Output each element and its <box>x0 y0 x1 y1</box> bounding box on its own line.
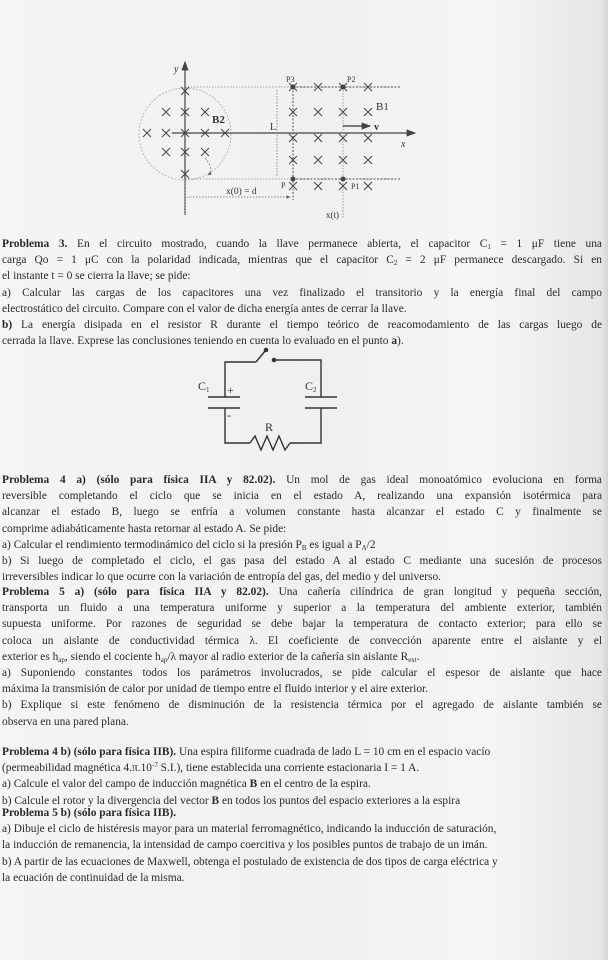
problema-4b <box>2 744 602 809</box>
problema-3-item-a-cont: electrostático del circuito. Compare con el valor de dicha energía antes de cerrar la llave. <box>2 302 407 315</box>
svg-text:x(0) = d: x(0) = d <box>226 187 257 197</box>
svg-text:B2: B2 <box>212 114 225 126</box>
problema-5a-line-1: Problema 5 a) (sólo para física IIA y 82.02). Una cañería cilíndrica de gran longitud y pequeña sección, <box>2 586 602 598</box>
problema-4a <box>2 472 602 585</box>
svg-text:+: + <box>227 383 234 397</box>
problema-4a-item-b-cont: irreversibles indicar lo que ocurre con la variación de entropía del gas, del medio y del universo. <box>2 571 442 584</box>
problema-5a-item-b: b) Explique si este fenómeno de disminución de la resistencia térmica por el agregado de aislante también se <box>2 699 602 712</box>
svg-text:L: L <box>270 122 277 133</box>
svg-text:-: - <box>227 408 231 422</box>
svg-text:P1: P1 <box>351 182 360 191</box>
problema-5a-item-a: a) Suponiendo constantes todos los parámetros involucrados, se pide calcular el espesor de aislante que hace <box>2 667 602 680</box>
problema-3-line-3: el instante t = 0 se cierra la llave; se pide: <box>2 270 191 283</box>
problema-4a-line-1: Problema 4 a) (sólo para física IIA y 82.02). Un mol de gas ideal monoatómico evoluciona en forma <box>2 474 602 486</box>
problema-3-item-b-cont: cerrada la llave. Exprese las conclusiones teniendo en cuenta lo evaluado en el punto a). <box>2 335 404 348</box>
svg-text:v: v <box>374 122 379 133</box>
svg-text:x(t): x(t) <box>326 210 339 220</box>
problema-4b-item-a: a) Calcule el valor del campo de inducción magnética B en el centro de la espira. <box>2 778 371 791</box>
problema-4a-item-b: b) Si luego de completado el ciclo, el gas pasa del estado A al estado C mediante una sucesión de procesos <box>2 555 602 568</box>
svg-text:C1: C1 <box>198 379 210 394</box>
problema-4b-title: Problema 4 b) (sólo para física IIB). <box>2 746 177 758</box>
problema-3-line-2: carga Qo = 1 μC con la polaridad indicada, mientras que el capacitor $C_2 = 2$ μF permanece descargado. Si en <box>2 254 602 268</box>
problema-4a-line-4: comprime adiabáticamente hasta retornar al estado A. Se pide: <box>2 522 287 535</box>
svg-text:P: P <box>281 181 286 190</box>
problema-5b-item-b-cont: la ecuación de continuidad de la misma. <box>2 871 185 884</box>
problema-4a-line-2: reversible completando el ciclo que se inicia en el estado A, realizando una expansión isotérmica para <box>2 490 602 503</box>
svg-text:R: R <box>265 420 274 434</box>
problema-5b-item-b: b) A partir de las ecuaciones de Maxwell, obtenga el postulado de existencia de dos tipos de carga eléctrica y <box>2 855 498 868</box>
svg-text:C2: C2 <box>305 379 317 394</box>
switch-contact-2 <box>272 358 277 363</box>
page-edge-shadow <box>602 0 608 960</box>
problema-3-item-a: a) Calcular las cargas de los capacitores una vez finalizado el transitorio y la energía final del campo <box>2 286 602 299</box>
problema-5a-line-2: transporta un fluido a una temperatura uniforme y superior a la temperatura del ambiente exterior, también <box>2 602 602 615</box>
problema-3 <box>2 236 602 349</box>
problema-3-item-b: b) La energía disipada en el resistor R durante el tiempo teórico de reacomodamiento de las cargas luego de <box>2 319 602 332</box>
switch-lever <box>256 350 266 362</box>
problema-5a-title: Problema 5 a) (sólo para física IIA y 82.02). <box>2 586 269 598</box>
problema-5b-item-a: a) Dibuje el ciclo de histéresis mayor para un material ferromagnético, indicando la inducción de saturación, <box>2 823 497 836</box>
problema-5a-item-a-cont: máxima la transmisión de calor por unidad de tiempo entre el fluido interior y el aire exterior. <box>2 683 429 696</box>
resistor-zigzag <box>250 436 290 450</box>
problema-5a <box>2 584 602 730</box>
problema-4b-item-b: b) Calcule el rotor y la divergencia del vector B en todos los puntos del espacio exteriores a la espira <box>2 794 461 807</box>
problema-3-title: Problema 3. <box>2 238 68 250</box>
svg-text:P2: P2 <box>347 75 356 84</box>
magnetic-field-figure <box>130 50 430 230</box>
problema-5a-item-b-cont: observa en una pared plana. <box>2 715 129 728</box>
problema-3-line-1: Problema 3. En el circuito mostrado, cuando la llave permanece abierta, el capacitor $C_1 = 1$ μF tiene una <box>2 238 602 251</box>
svg-text:y: y <box>174 64 179 75</box>
problema-4a-line-3: alcanzar el estado B, luego se enfría a volumen constante hasta alcanzar el estado C y finalmente se <box>2 506 602 519</box>
problema-5a-line-3: supuesta uniforme. Por razones de seguridad se debe bajar la temperatura de contacto exterior; para ello se <box>2 618 602 631</box>
problema-4b-line-2: (permeabilidad magnética $4.\pi.10^{-7}$ S.I.), tiene establecida una corriente estacionaria I = 1 A. <box>2 761 420 775</box>
svg-text:P3: P3 <box>286 75 295 84</box>
problema-5a-line-4: coloca un aislante de conductividad térmica λ. El coeficiente de convección aparente entre el aislante y el <box>2 634 602 647</box>
problema-4a-title: Problema 4 a) (sólo para física IIA y 82.02). <box>2 474 276 486</box>
problema-5b <box>2 805 602 886</box>
problema-5a-line-5: exterior es $h_{ap}$, siendo el cociente $h_{ap}/\lambda$ mayor al radio exterior de la cañería sin aislante $R_{ext}$. <box>2 650 420 664</box>
problema-4a-item-a: a) Calcular el rendimiento termodinámico del ciclo si la presión $P_B$ es igual a $P_A/2$ <box>2 538 376 552</box>
svg-text:x: x <box>401 139 406 150</box>
problema-5b-item-a-cont: la inducción de remanencia, la intensidad de campo coercitiva y los posibles puntos de trabajo de un imán. <box>2 839 488 852</box>
switch-contact-1 <box>264 348 269 353</box>
rc-circuit-diagram <box>180 340 360 460</box>
svg-text:B1: B1 <box>376 101 389 113</box>
b1-field-crosses <box>289 83 372 190</box>
problema-5b-title: Problema 5 b) (sólo para física IIB). <box>2 807 177 819</box>
problema-4b-line-1: Problema 4 b) (sólo para física IIB). Una espira filiforme cuadrada de lado L = 10 cm en el espacio vacío <box>2 746 491 758</box>
